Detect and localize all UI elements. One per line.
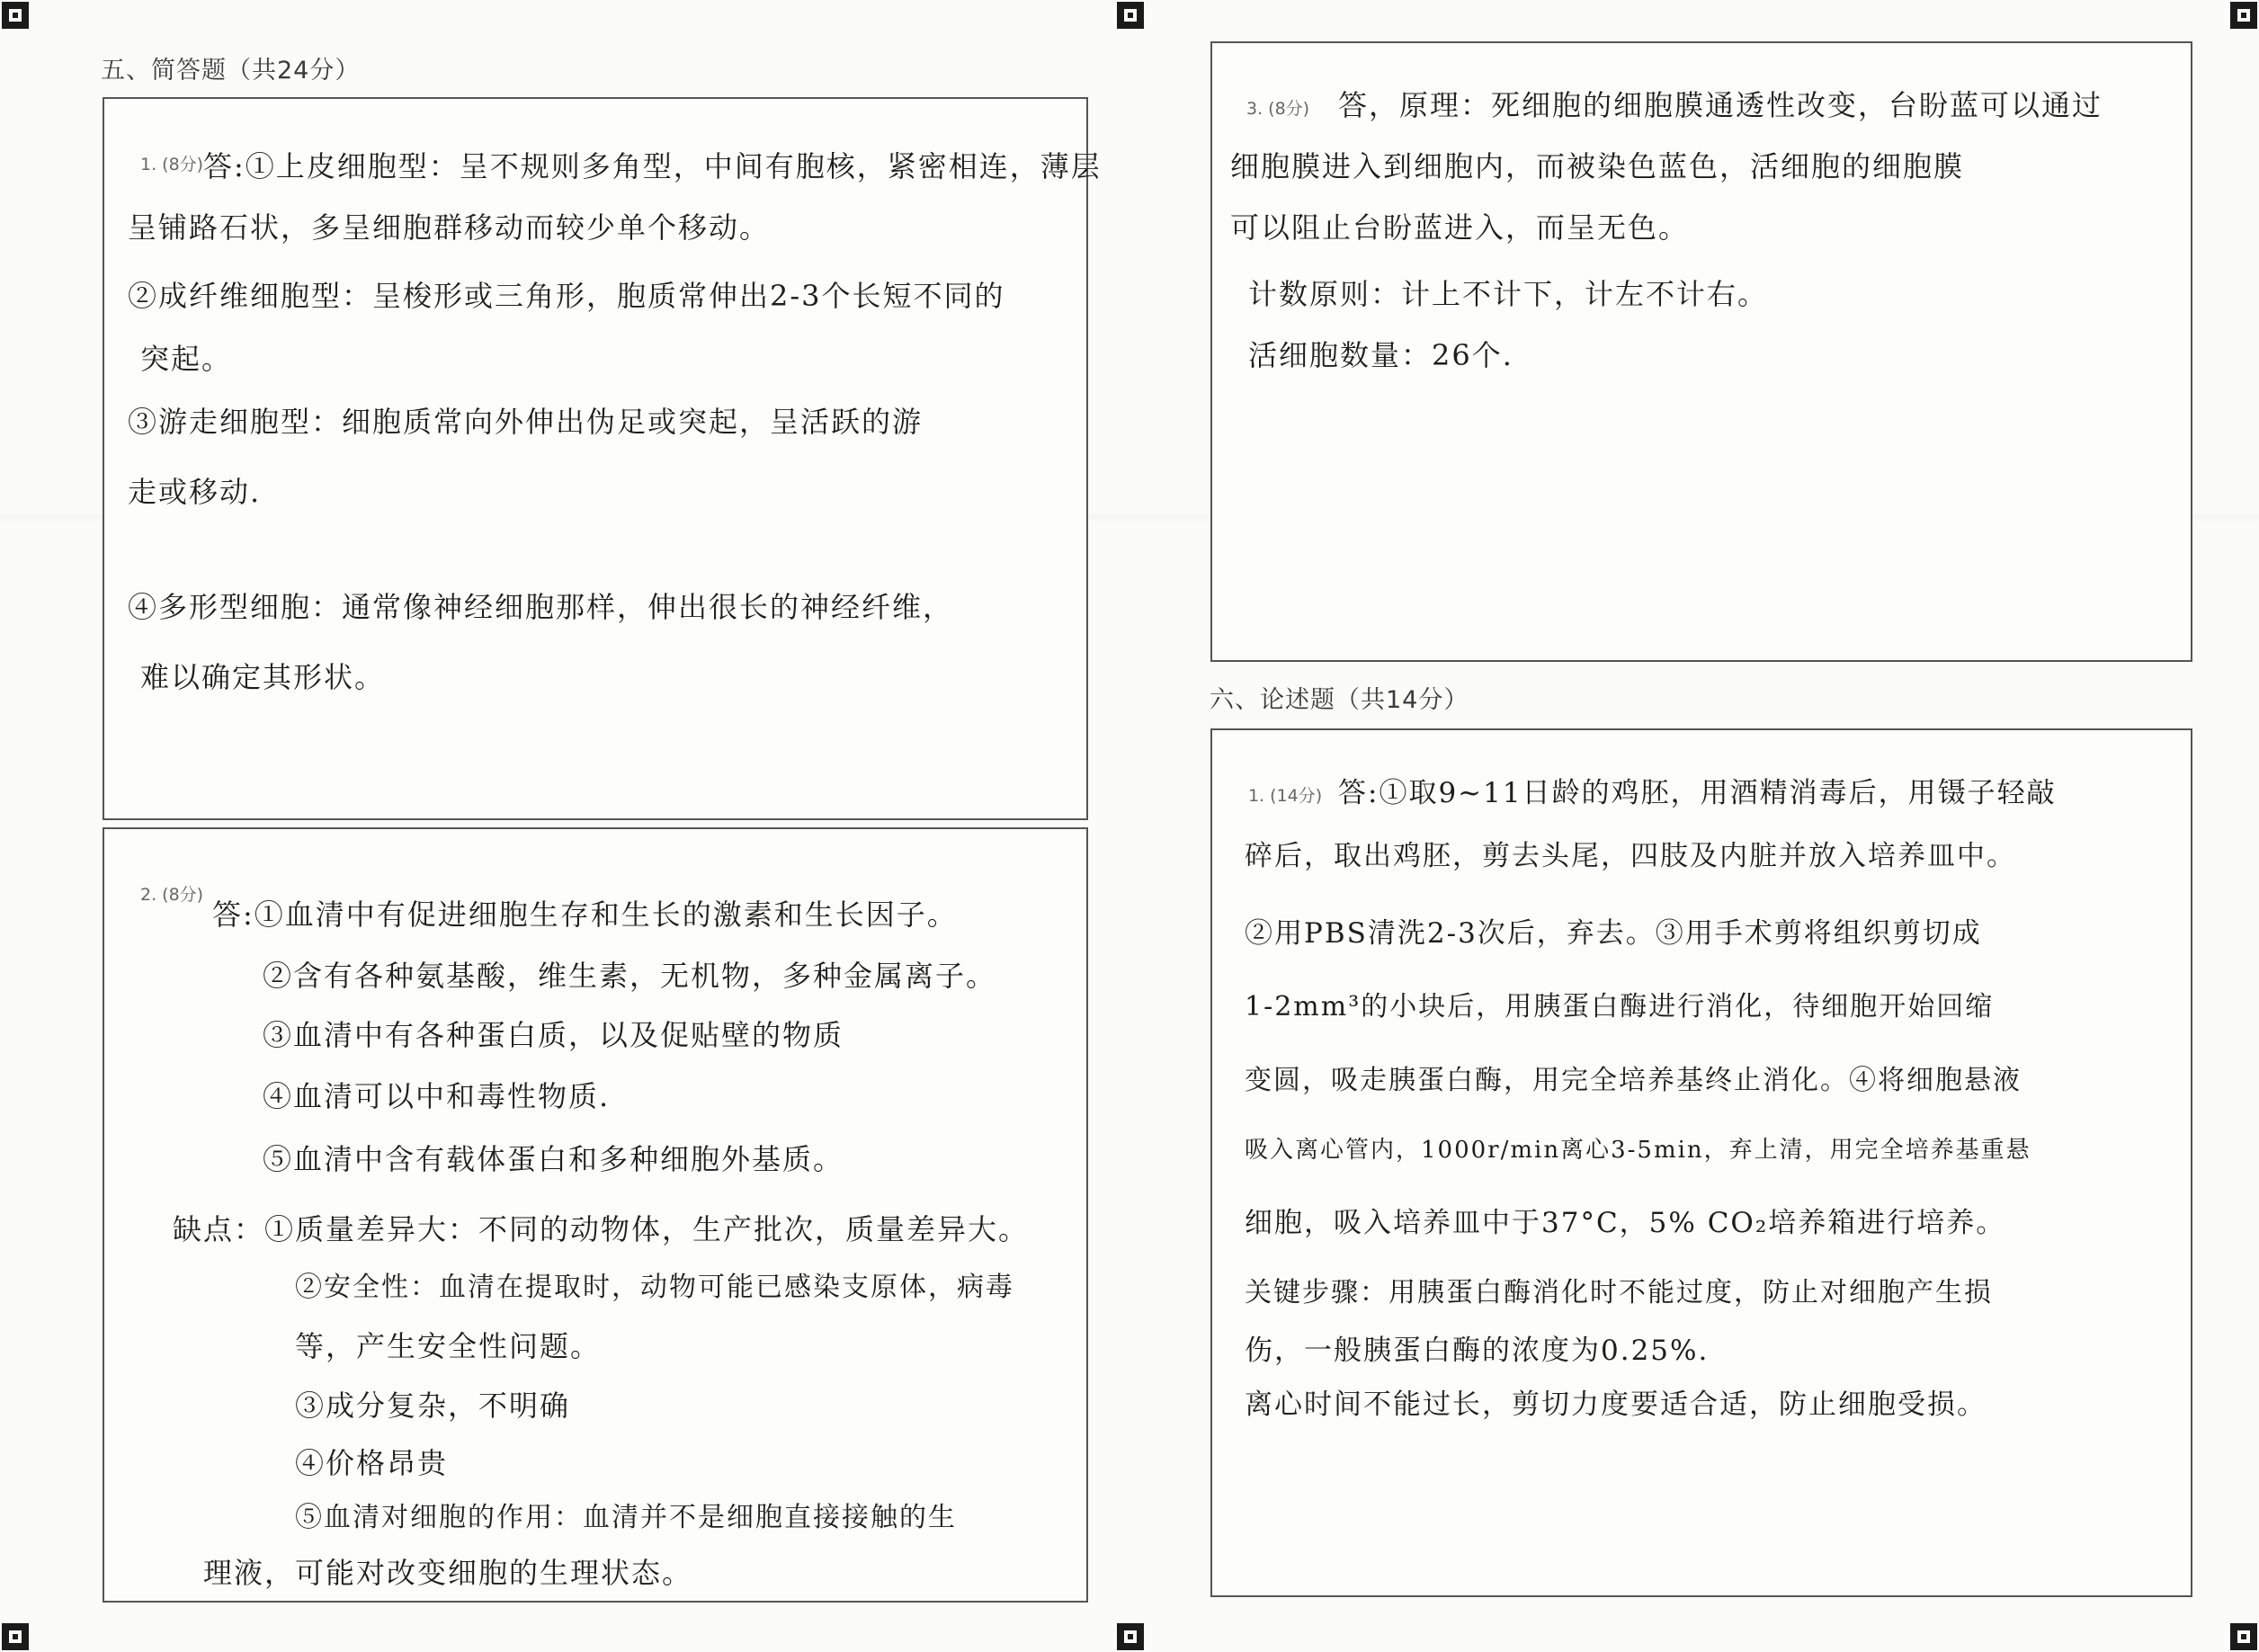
answer-line: 碎后，取出鸡胚，剪去头尾，四肢及内脏并放入培养皿中。 bbox=[1245, 840, 2016, 872]
answer-line: 变圆，吸走胰蛋白酶，用完全培养基终止消化。④将细胞悬液 bbox=[1245, 1065, 2022, 1096]
answer-line: 关键步骤：用胰蛋白酶消化时不能过度，防止对细胞产生损 bbox=[1245, 1277, 1993, 1308]
answer-line: ⑤血清中含有载体蛋白和多种细胞外基质。 bbox=[263, 1142, 844, 1176]
answer-line: ③血清中有各种蛋白质，以及促贴壁的物质 bbox=[263, 1018, 844, 1052]
registration-marker-bottom-center bbox=[1117, 1623, 1144, 1650]
answer-line: 突起。 bbox=[140, 342, 233, 376]
answer-box-q2 bbox=[103, 827, 1088, 1603]
answer-line: 难以确定其形状。 bbox=[140, 660, 386, 694]
question-number: 1. (14分) bbox=[1248, 786, 1323, 806]
answer-line: ③成分复杂，不明确 bbox=[295, 1389, 571, 1423]
answer-line: 呈铺路石状，多呈细胞群移动而较少单个移动。 bbox=[128, 210, 771, 245]
answer-line: 细胞膜进入到细胞内，而被染色蓝色，活细胞的细胞膜 bbox=[1230, 149, 1965, 183]
section-title-short-answer: 五、简答题（共24分） bbox=[101, 57, 361, 85]
question-number: 2. (8分) bbox=[140, 885, 204, 905]
answer-box-essay-q1 bbox=[1210, 728, 2192, 1597]
question-number: 1. (8分) bbox=[140, 155, 204, 174]
answer-line: 答，原理：死细胞的细胞膜通透性改变，台盼蓝可以通过 bbox=[1338, 88, 2103, 122]
answer-line: 计数原则：计上不计下，计左不计右。 bbox=[1248, 277, 1769, 311]
answer-box-q3 bbox=[1210, 41, 2192, 662]
answer-line: 细胞，吸入培养皿中于37°C，5% CO₂培养箱进行培养。 bbox=[1245, 1207, 2006, 1239]
answer-line: 答:①血清中有促进细胞生存和生长的激素和生长因子。 bbox=[212, 897, 958, 932]
registration-marker-top-left bbox=[2, 2, 29, 29]
answer-line: 等，产生安全性问题。 bbox=[295, 1329, 602, 1363]
answer-line: 伤，一般胰蛋白酶的浓度为0.25%. bbox=[1245, 1335, 1710, 1367]
answer-line: ②安全性：血清在提取时，动物可能已感染支原体，病毒 bbox=[295, 1272, 1014, 1303]
answer-line: 缺点：①质量差异大：不同的动物体，生产批次，质量差异大。 bbox=[173, 1212, 1030, 1246]
answer-line: ④血清可以中和毒性物质. bbox=[263, 1079, 611, 1113]
answer-line: 活细胞数量：26个. bbox=[1248, 338, 1513, 372]
answer-line: ②含有各种氨基酸，维生素，无机物，多种金属离子。 bbox=[263, 959, 997, 993]
answer-line: ⑤血清对细胞的作用：血清并不是细胞直接接触的生 bbox=[295, 1502, 957, 1533]
answer-line: 可以阻止台盼蓝进入，而呈无色。 bbox=[1230, 210, 1690, 245]
answer-line: ④价格昂贵 bbox=[295, 1446, 449, 1480]
registration-marker-bottom-left bbox=[2, 1623, 29, 1650]
answer-line: ②用PBS清洗2-3次后，弃去。③用手术剪将组织剪切成 bbox=[1245, 917, 1982, 950]
answer-line: 走或移动. bbox=[128, 475, 262, 509]
section-title-essay: 六、论述题（共14分） bbox=[1210, 686, 1469, 714]
registration-marker-bottom-right bbox=[2230, 1623, 2257, 1650]
answer-line: 吸入离心管内，1000r/min离心3-5min，弃上清，用完全培养基重悬 bbox=[1245, 1137, 2031, 1164]
answer-line: ②成纤维细胞型：呈梭形或三角形，胞质常伸出2-3个长短不同的 bbox=[128, 279, 1005, 313]
answer-line: 答:①取9~11日龄的鸡胚，用酒精消毒后，用镊子轻敲 bbox=[1338, 777, 2057, 809]
answer-line: 答:①上皮细胞型：呈不规则多角型，中间有胞核，紧密相连，薄层 bbox=[203, 149, 1102, 183]
registration-marker-top-center bbox=[1117, 2, 1144, 29]
answer-line: 离心时间不能过长，剪切力度要适合适，防止细胞受损。 bbox=[1245, 1389, 1987, 1421]
answer-line: ③游走细胞型：细胞质常向外伸出伪足或突起，呈活跃的游 bbox=[128, 405, 924, 439]
answer-line: 1-2mm³的小块后，用胰蛋白酶进行消化，待细胞开始回缩 bbox=[1245, 991, 1995, 1022]
question-number: 3. (8分) bbox=[1246, 99, 1310, 119]
registration-marker-top-right bbox=[2230, 2, 2257, 29]
answer-line: ④多形型细胞：通常像神经细胞那样，伸出很长的神经纤维， bbox=[128, 590, 954, 624]
answer-box-q1 bbox=[103, 97, 1102, 820]
answer-line: 理液，可能对改变细胞的生理状态。 bbox=[203, 1556, 693, 1590]
